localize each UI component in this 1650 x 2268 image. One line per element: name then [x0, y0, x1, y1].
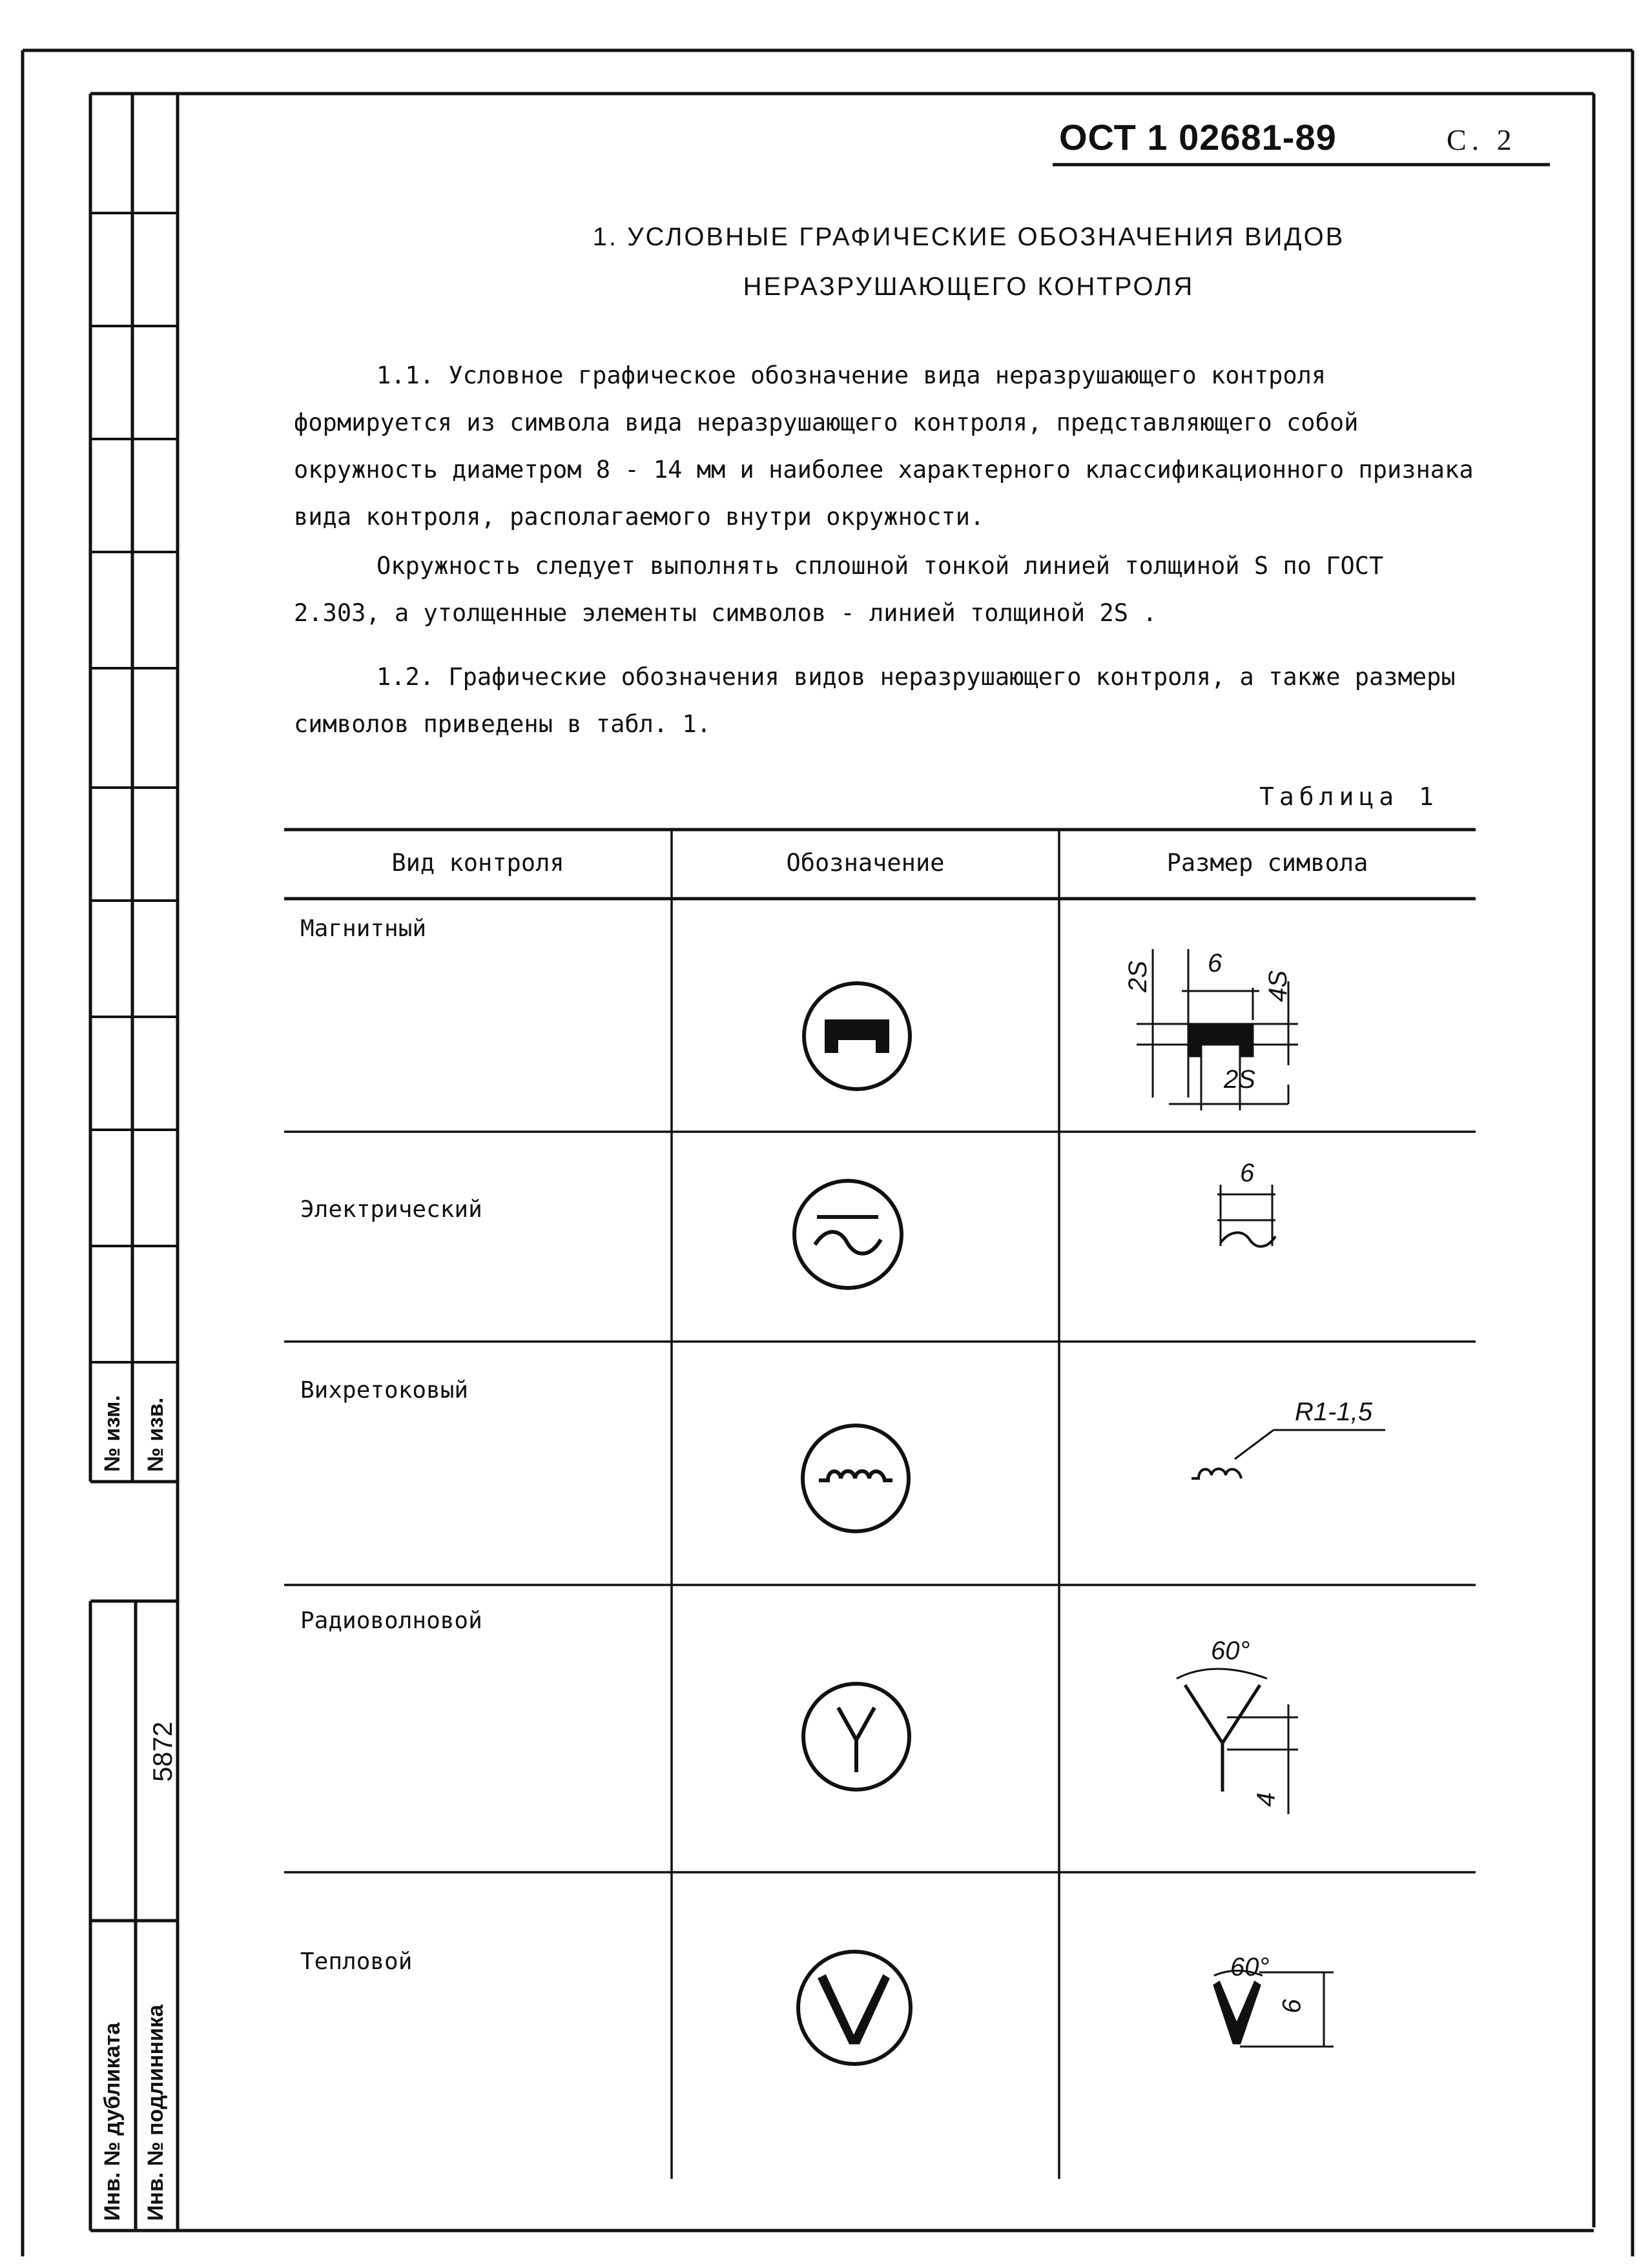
dim-label-thermal-angle: 60° — [1230, 1953, 1270, 1981]
column-header-type: Вид контроля — [391, 849, 564, 877]
dim-label-6: 6 — [1208, 949, 1222, 977]
stamp-original-inv-value: 5872 — [147, 1721, 178, 1782]
dim-label-thermal-6: 6 — [1277, 1999, 1306, 2014]
row-label-magnetic: Магнитный — [300, 915, 427, 942]
column-header-symbol: Обозначение — [786, 849, 945, 877]
paragraph-1-2: 1.2. Графические обозначения видов неразрушающего контроля, а также размеры символов приведены в табл. 1. — [294, 663, 1456, 738]
table-caption: Таблица 1 — [1259, 782, 1439, 811]
stamp-change-no: № изм. — [100, 1395, 125, 1472]
paragraph-1-1: 1.1. Условное графическое обозначение вида неразрушающего контроля формируется из символа вида неразрушающего контроля, представляющего собой окружность диаметром 8 - 14 мм и наиболее характерного классификационного признака вида контроля, располагаемого внутри окружности. — [294, 362, 1474, 531]
row-label-radiowave: Радиоволновой — [300, 1608, 482, 1634]
row-label-electric: Электрический — [300, 1196, 482, 1223]
section-title-line2: НЕРАЗРУШАЮЩЕГО КОНТРОЛЯ — [743, 272, 1195, 301]
dim-label-2s: 2S — [1123, 961, 1152, 992]
dim-label-4s: 4S — [1263, 970, 1292, 1002]
dim-label-electric-6: 6 — [1240, 1159, 1255, 1187]
row-label-thermal: Тепловой — [300, 1948, 413, 1975]
stamp-notice-no: № изв. — [143, 1397, 168, 1472]
electric-dims — [1217, 1185, 1275, 1247]
eddy-dims — [1191, 1430, 1385, 1478]
stamp-duplicate-inv: Инв. № дубликата — [100, 2022, 125, 2221]
dim-label-radiowave-angle: 60° — [1211, 1637, 1250, 1665]
dim-label-2s-bottom: 2S — [1224, 1065, 1255, 1094]
dim-label-radiowave-4: 4 — [1252, 1792, 1281, 1807]
dim-label-radius: R1-1,5 — [1295, 1398, 1373, 1426]
thermal-dims — [1214, 1971, 1334, 2047]
paragraph-s-thickness: Окружность следует выполнять сплошной тонкой линией толщиной S по ГОСТ 2.303, а утолщенные элементы символов - линией толщиной 2S . — [294, 552, 1384, 627]
stamp-original-inv: Инв. № подлинника — [143, 2005, 168, 2221]
column-header-size: Размер символа — [1166, 849, 1368, 877]
standard-code: ОСТ 1 02681-89 — [1059, 117, 1337, 158]
row-label-eddy-current: Вихретоковый — [300, 1377, 469, 1404]
section-title-line1: 1. УСЛОВНЫЕ ГРАФИЧЕСКИЕ ОБОЗНАЧЕНИЯ ВИДОВ — [592, 223, 1345, 251]
page-number: С. 2 — [1447, 123, 1517, 156]
